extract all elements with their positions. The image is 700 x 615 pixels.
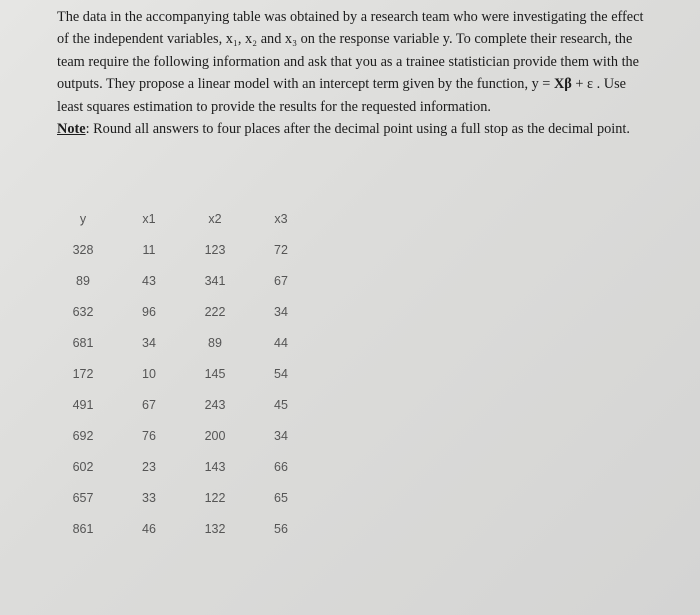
header-x2: x2 [208, 212, 222, 226]
problem-line-1: The data in the accompanying table was obtained by a research team who were investigating the effect [57, 9, 644, 25]
table-row [50, 296, 314, 327]
cell-x3: 34 [274, 304, 288, 319]
cell-x3: 34 [274, 428, 288, 443]
cell-x3: 65 [274, 490, 288, 505]
cell-x2: 122 [204, 490, 226, 505]
cell-y: 172 [72, 366, 94, 381]
table-row [50, 420, 314, 451]
model-matrix-term: Xβ [553, 76, 572, 93]
cell-x3: 54 [274, 366, 288, 381]
table-row [50, 482, 314, 513]
cell-y: 681 [72, 335, 94, 350]
cell-x1: 33 [142, 490, 156, 505]
note-text: : Round all answers to four places after the decimal point using a full stop as the decimal point. [85, 121, 630, 138]
cell-x2: 132 [204, 521, 226, 536]
cell-x1: 96 [142, 304, 156, 319]
problem-line-4 [57, 73, 669, 95]
cell-x2: 243 [204, 397, 226, 412]
cell-y: 861 [72, 521, 94, 536]
model-error-term: + ε . Use [571, 76, 626, 93]
problem-line-5: least squares estimation to provide the results for the requested information. [57, 98, 491, 115]
cell-x3: 67 [274, 273, 288, 288]
cell-x3: 44 [274, 335, 288, 350]
cell-x1: 46 [142, 521, 156, 536]
table-row [50, 232, 314, 265]
problem-line-2: of the independent variables, x₁, x₂ and x₃ on the response variable y. To complete their research, the [57, 31, 633, 48]
cell-x1: 76 [142, 428, 156, 443]
cell-x1: 11 [142, 242, 156, 257]
cell-y: 602 [72, 459, 94, 474]
cell-x1: 23 [142, 459, 156, 474]
problem-line-3: team require the following information and ask that you as a trainee statistician provide them with the [57, 53, 640, 70]
header-y: y [79, 212, 87, 226]
cell-x2: 145 [204, 366, 226, 381]
cell-y: 632 [72, 304, 94, 319]
note-label: Note [57, 121, 86, 138]
cell-x1: 34 [142, 335, 156, 350]
cell-y: 89 [76, 273, 90, 288]
data-table [50, 206, 314, 544]
table-row [50, 389, 314, 420]
cell-x2: 123 [204, 242, 226, 257]
rounding-note [57, 118, 669, 140]
cell-x2: 341 [204, 273, 226, 288]
header-x3: x3 [274, 212, 288, 226]
cell-x2: 222 [204, 304, 226, 319]
table-row [50, 358, 314, 389]
cell-x3: 56 [274, 521, 288, 536]
cell-x2: 89 [208, 335, 222, 350]
cell-y: 657 [72, 490, 94, 505]
cell-x3: 45 [274, 397, 288, 412]
cell-x2: 200 [204, 428, 226, 443]
cell-y: 491 [72, 397, 94, 412]
cell-x1: 67 [142, 397, 156, 412]
cell-x3: 72 [274, 242, 288, 257]
cell-y: 692 [72, 428, 94, 443]
problem-statement [57, 6, 669, 140]
table-row [50, 513, 314, 544]
cell-x3: 66 [274, 459, 288, 474]
table-row [50, 265, 314, 296]
cell-y: 328 [72, 242, 94, 257]
header-x1: x1 [142, 212, 156, 226]
table-header-row [50, 206, 314, 232]
table-row [50, 327, 314, 358]
model-text: outputs. They propose a linear model with an intercept term given by the function, y = [57, 76, 554, 93]
cell-x1: 43 [142, 273, 156, 288]
cell-x1: 10 [142, 366, 156, 381]
table-row [50, 451, 314, 482]
cell-x2: 143 [204, 459, 226, 474]
